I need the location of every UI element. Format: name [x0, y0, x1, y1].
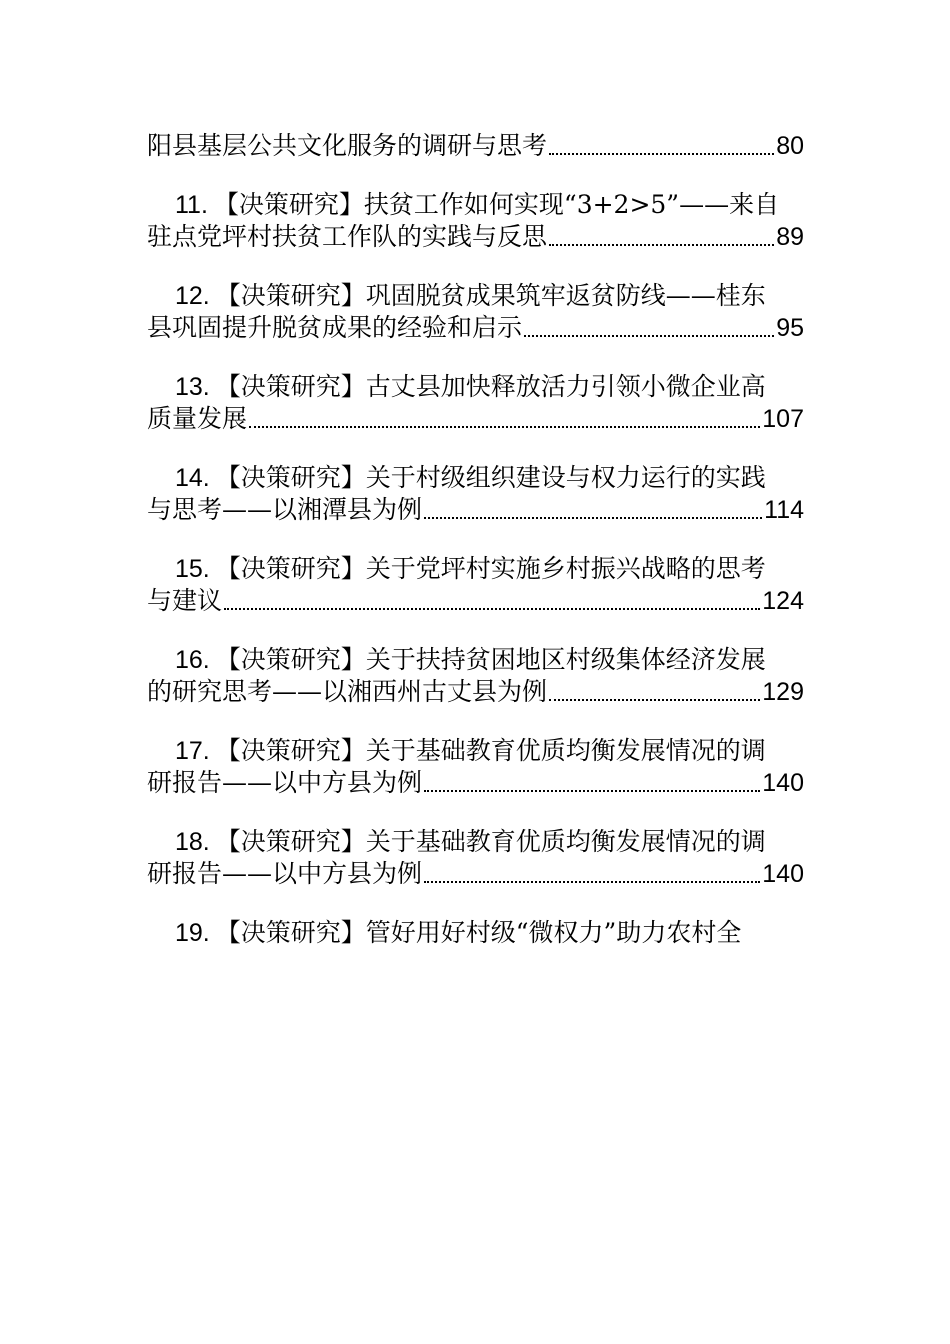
- toc-leader-dots: [524, 335, 774, 337]
- toc-leader-dots: [424, 881, 760, 883]
- toc-entry-19[interactable]: [147, 917, 804, 949]
- toc-entry-12[interactable]: [147, 280, 804, 344]
- toc-page-number: 107: [762, 405, 804, 433]
- toc-entry-number: 14.: [175, 464, 210, 492]
- toc-entry-line: [147, 189, 804, 221]
- toc-page-number: 114: [764, 496, 804, 524]
- toc-entry-line: [147, 735, 804, 767]
- toc-entry-line: [147, 462, 804, 494]
- toc-entry-line: [147, 312, 804, 344]
- toc-entry-18[interactable]: [147, 826, 804, 890]
- toc-entry-title: 【决策研究】关于扶持贫困地区村级集体经济发展: [215, 645, 766, 674]
- toc-entry-title-cont: 县巩固提升脱贫成果的经验和启示: [147, 313, 523, 342]
- toc-entry-title: 【决策研究】关于党坪村实施乡村振兴战略的思考: [215, 554, 766, 583]
- toc-entry-title: 【决策研究】扶贫工作如何实现“3+2>5”——来自: [213, 190, 780, 219]
- toc-entry-line: [147, 371, 804, 403]
- toc-entry-title-cont: 研报告——以中方县为例: [147, 859, 423, 888]
- toc-entry-number: 15.: [175, 555, 210, 583]
- toc-page-number: 95: [776, 314, 804, 342]
- toc-entry-title: 【决策研究】关于基础教育优质均衡发展情况的调: [215, 827, 766, 856]
- toc-entry-line: [147, 644, 804, 676]
- toc-leader-dots: [549, 153, 774, 155]
- toc-page-number: 89: [776, 223, 804, 251]
- toc-entry-13[interactable]: [147, 371, 804, 435]
- toc-entry-number: 17.: [175, 737, 210, 765]
- toc-entry-line: [147, 553, 804, 585]
- toc-entry-title: 【决策研究】关于村级组织建设与权力运行的实践: [215, 463, 766, 492]
- toc-entry-line: [147, 280, 804, 312]
- toc-entry-continued[interactable]: [147, 130, 804, 162]
- toc-entry-line: [147, 585, 804, 617]
- toc-entry-14[interactable]: [147, 462, 804, 526]
- toc-page-number: 129: [762, 678, 804, 706]
- toc-entry-title: 【决策研究】古丈县加快释放活力引领小微企业高: [215, 372, 766, 401]
- toc-entry-title-cont: 的研究思考——以湘西州古丈县为例: [147, 677, 548, 706]
- toc-entry-line: [147, 917, 804, 949]
- toc-entry-line: [147, 676, 804, 708]
- toc-entry-line: [147, 858, 804, 890]
- toc-entry-17[interactable]: [147, 735, 804, 799]
- toc-entry-15[interactable]: [147, 553, 804, 617]
- toc-entry-title: 【决策研究】巩固脱贫成果筑牢返贫防线——桂东: [215, 281, 766, 310]
- toc-leader-dots: [549, 244, 774, 246]
- toc-entry-title: 【决策研究】管好用好村级“微权力”助力农村全: [215, 918, 742, 947]
- toc-leader-dots: [424, 790, 760, 792]
- toc-entry-16[interactable]: [147, 644, 804, 708]
- toc-entry-line: [147, 767, 804, 799]
- toc-entry-title-cont: 与思考——以湘潭县为例: [147, 495, 423, 524]
- toc-entry-title-cont: 质量发展: [147, 404, 248, 433]
- toc-entry-title: 阳县基层公共文化服务的调研与思考: [147, 131, 548, 160]
- toc-entry-number: 13.: [175, 373, 210, 401]
- toc-page-number: 140: [762, 769, 804, 797]
- toc-leader-dots: [424, 517, 762, 519]
- toc-entry-number: 19.: [175, 919, 210, 947]
- toc-leader-dots: [549, 699, 760, 701]
- toc-entry-line: [147, 403, 804, 435]
- toc-entry-number: 16.: [175, 646, 210, 674]
- toc-entry-line: [147, 494, 804, 526]
- toc-leader-dots: [249, 426, 760, 428]
- toc-entry-title-cont: 研报告——以中方县为例: [147, 768, 423, 797]
- toc-leader-dots: [224, 608, 760, 610]
- table-of-contents: [147, 130, 804, 949]
- toc-entry-number: 11.: [175, 191, 208, 219]
- toc-entry-title-cont: 驻点党坪村扶贫工作队的实践与反思: [147, 222, 548, 251]
- toc-entry-title-cont: 与建议: [147, 586, 223, 615]
- toc-entry-number: 12.: [175, 282, 210, 310]
- toc-entry-line: [147, 826, 804, 858]
- toc-entry-11[interactable]: [147, 189, 804, 253]
- toc-page-number: 80: [776, 132, 804, 160]
- toc-entry-title: 【决策研究】关于基础教育优质均衡发展情况的调: [215, 736, 766, 765]
- toc-page-number: 124: [762, 587, 804, 615]
- toc-entry-number: 18.: [175, 828, 210, 856]
- toc-page-number: 140: [762, 860, 804, 888]
- toc-entry-line: [147, 221, 804, 253]
